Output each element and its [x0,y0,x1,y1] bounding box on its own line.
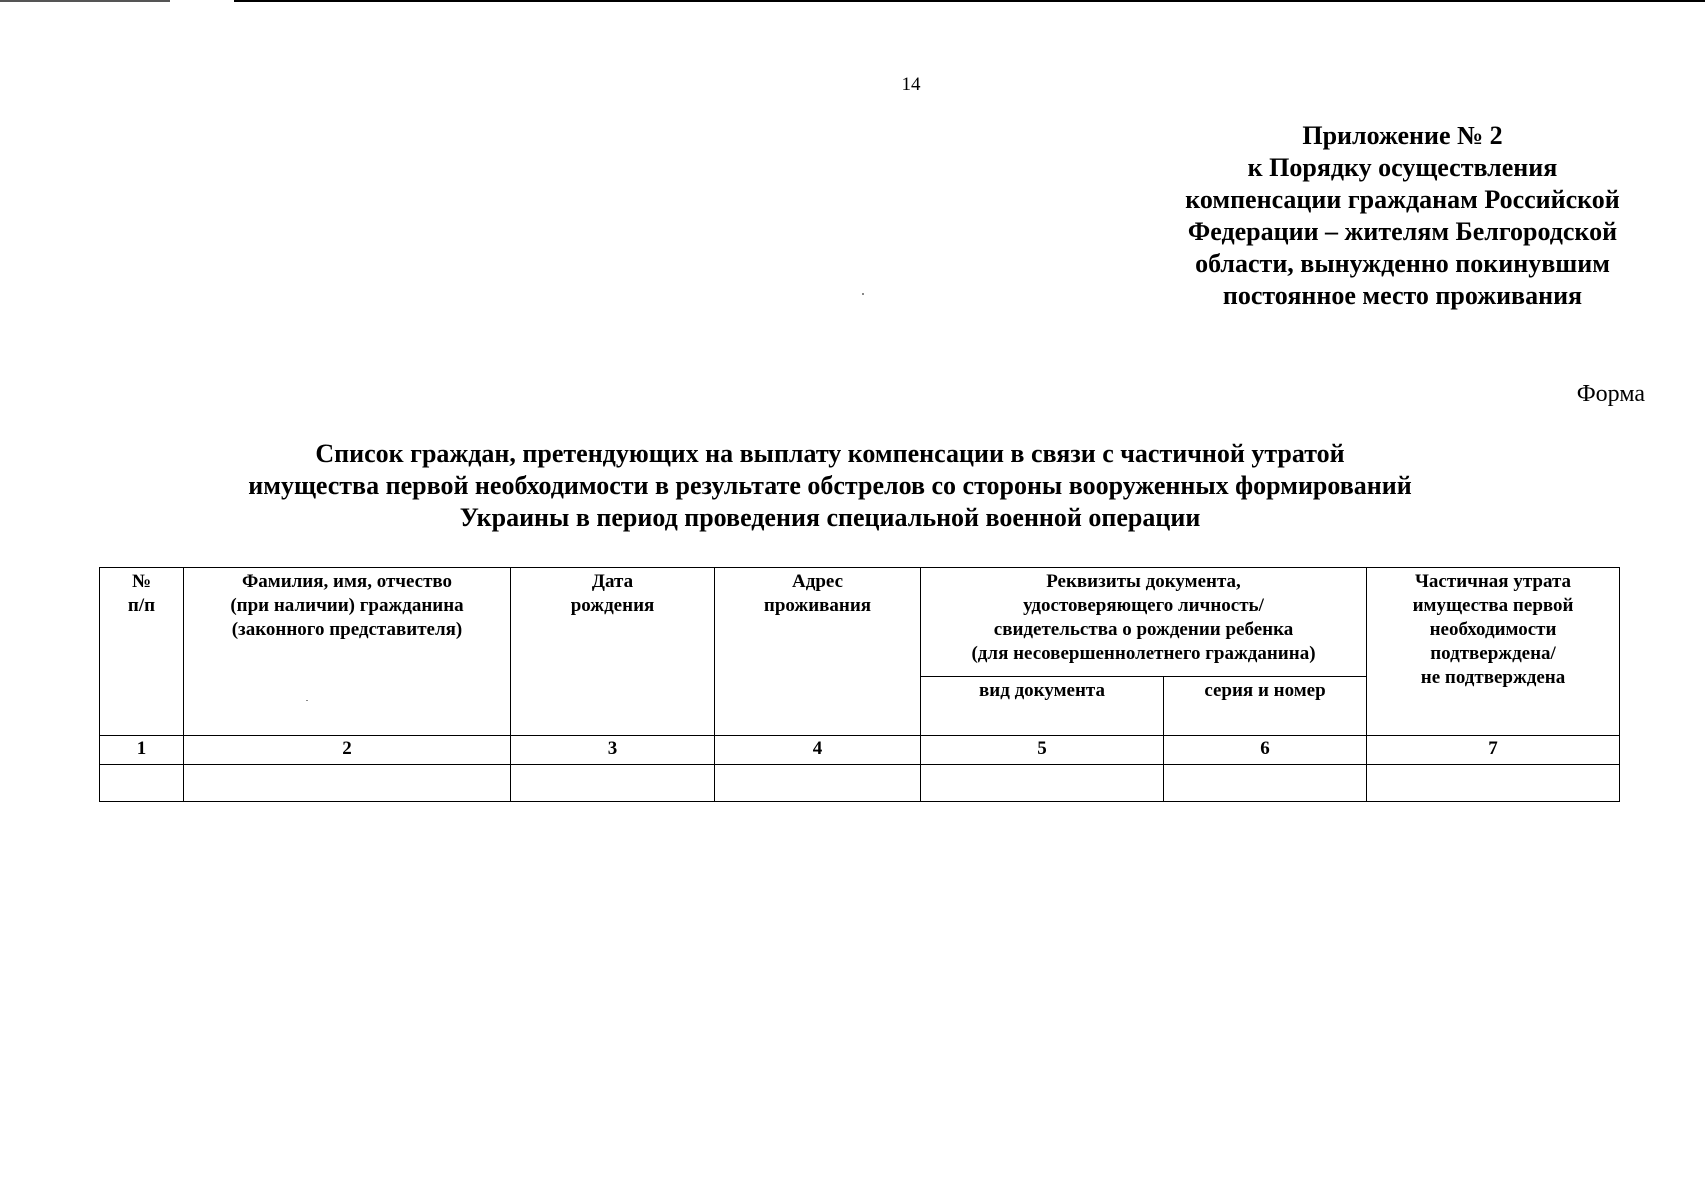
title-line: Список граждан, претендующих на выплату компенсации в связи с частичной утратой [315,439,1345,468]
form-label: Форма [1576,381,1645,407]
header-birth-date: Дата рождения [511,568,715,736]
column-number: 2 [184,736,511,765]
citizens-list-table [99,567,1620,802]
header-document-type: вид документа [921,677,1164,736]
scan-speck [862,293,864,295]
header-address: Адрес проживания [715,568,921,736]
table-cell [184,765,511,802]
column-number: 5 [921,736,1164,765]
column-number: 7 [1367,736,1620,765]
title-line: имущества первой необходимости в результате обстрелов со стороны вооруженных формирований [248,471,1412,500]
table-row [100,765,1620,802]
annex-line: постоянное место проживания [1222,281,1583,310]
column-number: 3 [511,736,715,765]
header-loss-confirmation: Частичная утрата имущества первой необходимости подтверждена/ не подтверждена [1367,568,1620,736]
annex-line: Федерации – жителям Белгородской [1187,217,1618,246]
header-number: № п/п [100,568,184,736]
column-number: 4 [715,736,921,765]
page-number: 14 [901,74,921,95]
header-series-number: серия и номер [1164,677,1367,736]
scan-edge-line [234,0,1705,2]
table-cell [1164,765,1367,802]
annex-line: компенсации гражданам Российской [1185,185,1620,214]
table-cell [1367,765,1620,802]
annex-heading [1150,120,1655,312]
header-full-name: Фамилия, имя, отчество (при наличии) гражданина (законного представителя) [184,568,511,736]
column-number: 1 [100,736,184,765]
column-number-row [100,736,1620,765]
header-document-details: Реквизиты документа, удостоверяющего личность/ свидетельства о рождении ребенка (для несовершеннолетнего гражданина) [921,568,1367,677]
annex-line: области, вынужденно покинувшим [1195,249,1610,278]
table-cell [921,765,1164,802]
table-cell [511,765,715,802]
annex-line: Приложение № 2 [1302,121,1503,150]
column-number: 6 [1164,736,1367,765]
scan-edge-line [0,0,170,2]
table-cell [100,765,184,802]
document-title [100,438,1560,534]
title-line: Украины в период проведения специальной военной операции [459,503,1201,532]
annex-line: к Порядку осуществления [1247,153,1558,182]
table-cell [715,765,921,802]
